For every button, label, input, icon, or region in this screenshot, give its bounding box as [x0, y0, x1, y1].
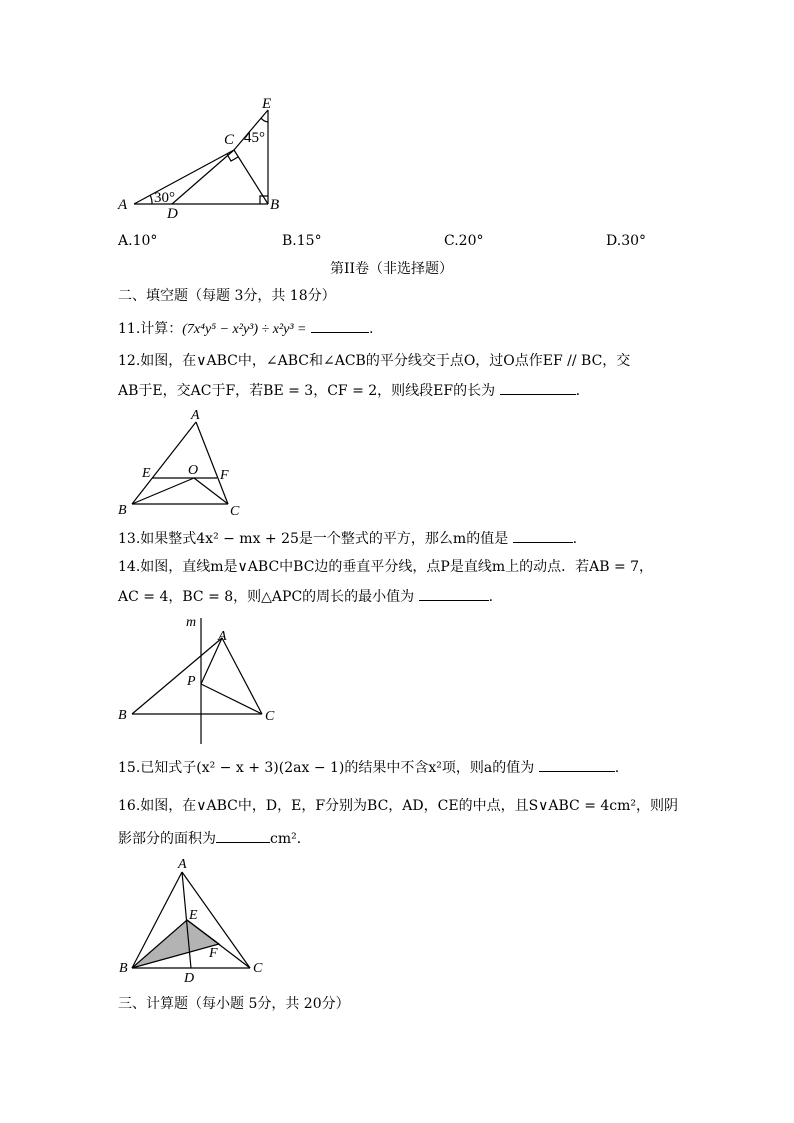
q16-number: 16. [118, 798, 141, 814]
q14-line2 [118, 586, 493, 607]
option-a[interactable] [118, 231, 157, 251]
option-d-letter: D. [606, 233, 622, 249]
q12-line2 [118, 380, 580, 401]
q15-number: 15. [118, 760, 141, 776]
q12-text1: 如图，在∨ABC中，∠ABC和∠ACB的平分线交于点O，过O点作EF // BC，交 [140, 353, 631, 369]
fig10-label-a: A [118, 197, 128, 213]
section2-heading: 二、填空题（每题 3分，共 18分） [118, 288, 336, 304]
line-ac [222, 638, 262, 714]
q14-number: 14. [118, 559, 141, 575]
line-ap [201, 638, 222, 684]
option-a-value: 10° [132, 233, 158, 249]
q16-answer-blank[interactable] [216, 828, 270, 843]
fig10-angle-a: 30° [154, 190, 175, 206]
option-b-value: 15° [296, 233, 322, 249]
fig12-label-o: O [188, 463, 199, 478]
fig14-label-a: A [218, 629, 227, 644]
fig14-label-c: C [265, 709, 275, 724]
fig10-label-d: D [167, 206, 178, 222]
line-cd [172, 150, 234, 204]
q16-line1 [118, 796, 678, 816]
q11-answer-blank[interactable] [311, 318, 369, 333]
q14-text1: 如图，直线m是∨ABC中BC边的垂直平分线，点P是直线m上的动点．若AB = 7， [140, 559, 654, 575]
part2-title: 第II卷（非选择题） [330, 261, 454, 277]
q14-line1 [118, 557, 653, 577]
q11-prefix: 计算： [140, 321, 183, 337]
q12-answer-blank[interactable] [500, 380, 576, 395]
q14-answer-blank[interactable] [419, 586, 489, 601]
fig16-label-f: F [209, 946, 218, 961]
q16-text2b: cm²． [270, 831, 311, 847]
fig12-label-f: F [220, 468, 229, 483]
fig16-label-b: B [119, 961, 128, 976]
q12-number: 12. [118, 353, 141, 369]
line-bo [132, 478, 194, 504]
q15-answer-blank[interactable] [539, 757, 615, 772]
fig10-label-e: E [262, 96, 272, 112]
fig16-label-d: D [184, 971, 195, 984]
question-15 [118, 757, 619, 778]
q11-expression: (7x⁴y⁵ − x²y³) ÷ x²y³ = [182, 322, 307, 337]
line-ab [132, 422, 199, 504]
question-11 [118, 318, 373, 340]
q13-end: . [572, 531, 578, 547]
fig12-label-a: A [191, 408, 200, 423]
q16-line2 [118, 828, 311, 849]
q15-text: 已知式子(x² − x + 3)(2ax − 1)的结果中不含x²项，则a的值为 [140, 760, 535, 776]
q16-text1: 如图，在∨ABC中，D，E，F分别为BC，AD，CE的中点，且S∨ABC = 4cm²，则阴 [140, 798, 679, 814]
fig14-label-m: m [186, 615, 197, 630]
fig12-label-b: B [118, 503, 127, 518]
q16-figure [112, 852, 272, 984]
line-ab [132, 638, 222, 714]
q15-end: . [614, 760, 620, 776]
fig16-label-e: E [189, 908, 198, 923]
q10-figure [110, 92, 300, 222]
fig16-label-a: A [178, 857, 187, 872]
fig12-label-c: C [230, 504, 240, 519]
option-c-letter: C. [444, 233, 459, 249]
q12-figure [112, 404, 252, 520]
option-d[interactable] [606, 231, 646, 251]
fig16-label-c: C [253, 961, 263, 976]
fig14-label-p: P [187, 674, 196, 689]
arc-angle-e [261, 118, 268, 122]
q12-text2: AB于E，交AC于F，若BE = 3，CF = 2，则线段EF的长为 [118, 383, 496, 399]
fig10-angle-e: 45° [244, 130, 265, 146]
q14-end: . [488, 589, 494, 605]
q13-text: 如果整式4x² − mx + 25是一个整式的平方，那么m的值是 [140, 531, 509, 547]
option-b[interactable] [282, 231, 322, 251]
fig10-label-b: B [270, 197, 280, 213]
q14-text2: AC = 4，BC = 8，则△APC的周长的最小值为 [118, 589, 415, 605]
option-d-value: 30° [621, 233, 647, 249]
option-b-letter: B. [282, 233, 297, 249]
option-a-letter: A. [118, 233, 133, 249]
section3-heading: 三、计算题（每小题 5分，共 20分） [118, 996, 350, 1012]
fig12-label-e: E [142, 466, 151, 481]
q12-line1 [118, 351, 630, 371]
q13-answer-blank[interactable] [513, 528, 573, 543]
fig10-label-c: C [224, 132, 235, 148]
q13-number: 13. [118, 531, 141, 547]
line-ac [134, 150, 234, 204]
question-13 [118, 528, 577, 549]
arc-angle-a [150, 195, 152, 204]
q16-text2a: 影部分的面积为 [118, 831, 216, 847]
q12-end: . [575, 383, 581, 399]
option-c-value: 20° [458, 233, 484, 249]
q14-figure [112, 612, 292, 748]
q11-number: 11. [118, 321, 141, 337]
line-pc [201, 684, 262, 714]
q11-end: . [368, 321, 374, 337]
option-c[interactable] [444, 231, 484, 251]
fig14-label-b: B [118, 708, 127, 723]
